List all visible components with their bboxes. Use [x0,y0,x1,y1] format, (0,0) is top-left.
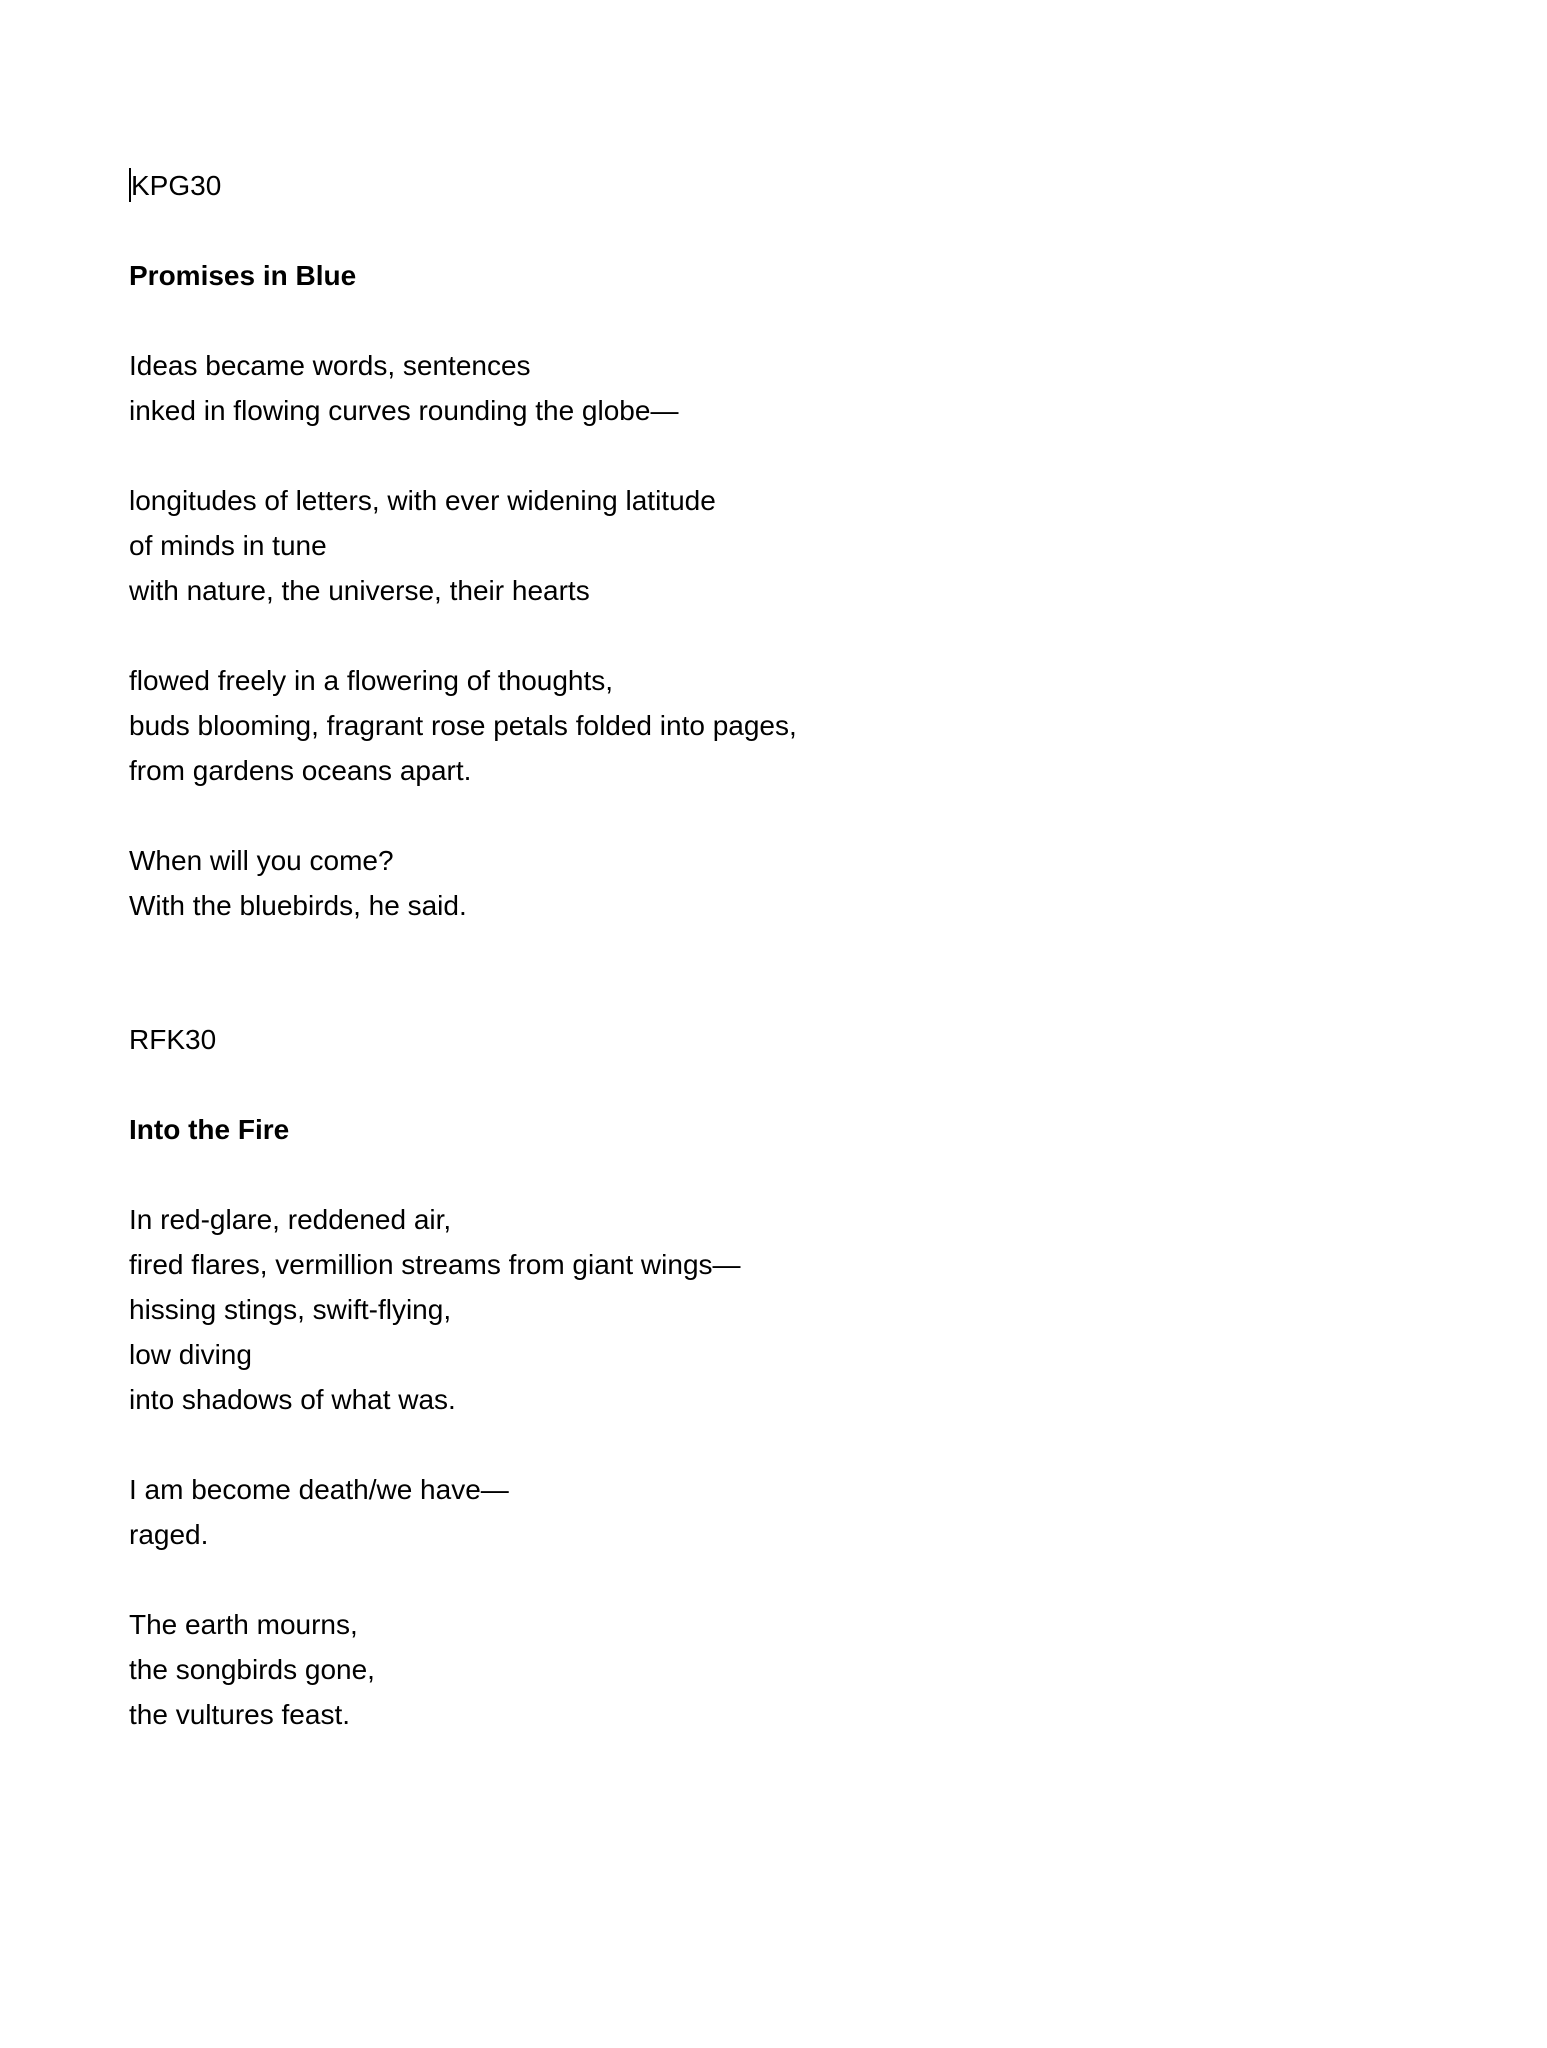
poem-line: The earth mourns, [129,1609,358,1640]
poem-line: the vultures feast. [129,1699,351,1730]
blank-line [129,298,1429,343]
blank-line [129,1062,1429,1107]
poem-line: In red-glare, reddened air, [129,1204,452,1235]
poem-line: When will you come? [129,845,394,876]
poem-title: Promises in Blue [129,260,357,291]
poem-code [129,163,1429,208]
poem-line: longitudes of letters, with ever widening latitude [129,485,716,516]
blank-line [129,1557,1429,1602]
blank-line [129,208,1429,253]
poem-title: Into the Fire [129,1114,290,1145]
blank-line [129,613,1429,658]
poem-line: of minds in tune [129,530,327,561]
poem-line: hissing stings, swift-flying, [129,1294,452,1325]
poem-line: buds blooming, fragrant rose petals folded into pages, [129,710,797,741]
poem-line: low diving [129,1339,252,1370]
poem-line: with nature, the universe, their hearts [129,575,590,606]
poem-line: raged. [129,1519,209,1550]
poem-line: inked in flowing curves rounding the globe— [129,395,679,426]
blank-line [129,1152,1429,1197]
poem-line: I am become death/we have— [129,1474,509,1505]
poem-line: the songbirds gone, [129,1654,375,1685]
poem-line: Ideas became words, sentences [129,350,531,381]
poem-line: fired flares, vermillion streams from giant wings— [129,1249,741,1280]
poem-line: flowed freely in a flowering of thoughts, [129,665,614,696]
blank-line [129,1422,1429,1467]
blank-line [129,433,1429,478]
poem-line: With the bluebirds, he said. [129,890,467,921]
poem-line: into shadows of what was. [129,1384,456,1415]
poem-code-text: KPG30 [131,170,222,201]
document-body [129,163,1429,1737]
blank-line [129,793,1429,838]
poem-line: from gardens oceans apart. [129,755,472,786]
poem-code: RFK30 [129,1024,217,1055]
poem-separator [129,928,1429,1017]
